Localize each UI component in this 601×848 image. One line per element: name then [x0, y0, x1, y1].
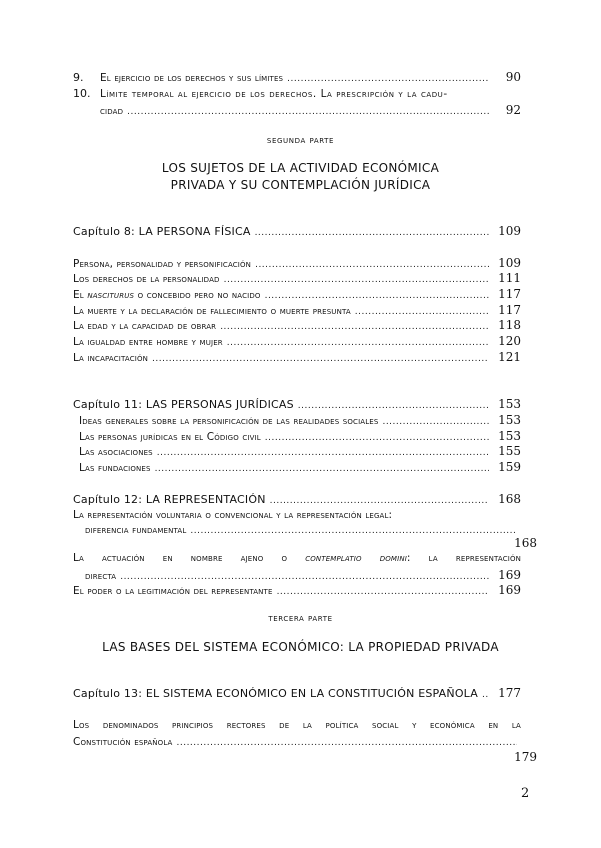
entry-title: El poder o la legitimación del representante: [73, 585, 273, 597]
leader-dots: [355, 307, 489, 317]
toc-entry: [79, 460, 521, 474]
entry-page: 109: [498, 256, 521, 270]
chapter-title: Capítulo 13: EL SISTEMA ECONÓMICO EN LA CONSTITUCIÓN ESPAÑOLA: [73, 687, 478, 700]
entry-title-continued: directa: [85, 570, 117, 582]
leader-dots: [157, 448, 489, 458]
entry-page: 117: [498, 287, 521, 301]
entry-title: Persona, personalidad y personificación: [73, 258, 252, 270]
entry-page: 179: [514, 750, 537, 764]
toc-entry: [79, 444, 521, 458]
entry-title: La representación voluntaria o convencional y la representación legal:: [73, 509, 393, 521]
chapter-page: 153: [498, 397, 521, 411]
toc-entry: [79, 429, 521, 443]
entry-title-part: : la representación: [406, 552, 521, 564]
chapter-page: 177: [498, 686, 521, 700]
entry-title-part: La actuación en nombre ajeno o: [73, 552, 306, 564]
part-title: PRIVADA Y SU CONTEMPLACIÓN JURÍDICA: [170, 178, 431, 192]
toc-entry-continuation: [100, 103, 521, 117]
toc-entry: Los denominados principios rectores de la política social y económica en la: [73, 719, 521, 731]
entry-page: 90: [505, 70, 521, 84]
toc-entry: [73, 271, 521, 285]
entry-title: La muerte y la declaración de fallecimiento o muerte presunta: [73, 305, 351, 317]
toc-entry: [73, 70, 521, 84]
leader-dots: [120, 572, 489, 582]
chapter-page: 168: [498, 492, 521, 506]
entry-page: 153: [498, 429, 521, 443]
entry-title-continued: Constitución española: [73, 736, 173, 748]
toc-entry: [73, 256, 521, 270]
entry-title: La incapacitación: [73, 352, 148, 364]
entry-page: 159: [498, 460, 521, 474]
leader-dots: [382, 417, 489, 427]
entry-title: La igualdad entre hombre y mujer: [73, 336, 223, 348]
toc-entry: [73, 583, 521, 597]
entry-page: 153: [498, 413, 521, 427]
leader-dots: [224, 275, 489, 285]
entry-title: Ideas generales sobre la personificación de las realidades sociales: [79, 415, 379, 427]
chapter-page: 109: [498, 224, 521, 238]
leader-dots: [277, 587, 489, 597]
toc-entry: [73, 287, 521, 301]
part-label: tercera parte: [268, 613, 333, 624]
entry-title: Las personas jurídicas en el Código civil: [79, 431, 261, 443]
entry-title: Los derechos de la personalidad: [73, 273, 220, 285]
leader-dots: [152, 354, 489, 364]
entry-page: 155: [498, 444, 521, 458]
leader-dots: [482, 690, 489, 700]
entry-page: 92: [505, 103, 521, 117]
leader-dots: [127, 107, 489, 117]
entry-page: 121: [498, 350, 521, 364]
chapter-title: Capítulo 8: LA PERSONA FÍSICA: [73, 225, 251, 238]
chapter-heading: [73, 686, 521, 700]
entry-page: 120: [498, 334, 521, 348]
chapter-title: Capítulo 11: LAS PERSONAS JURÍDICAS: [73, 398, 294, 411]
entry-page: 111: [498, 271, 521, 285]
leader-dots: [287, 74, 489, 84]
toc-entry: [73, 334, 521, 348]
entry-title-continued: diferencia fundamental: [85, 524, 187, 536]
chapter-heading: [73, 492, 521, 506]
entry-page: 117: [498, 303, 521, 317]
entry-page: 168: [514, 536, 537, 550]
toc-entry-continuation: [73, 734, 521, 748]
entry-title: Límite temporal al ejercicio de los derechos. La prescripción y la cadu-: [100, 88, 448, 100]
entry-title: Las asociaciones: [79, 446, 153, 458]
page-number: 2: [521, 786, 530, 801]
toc-entry-continuation: [85, 568, 521, 582]
leader-dots: [265, 291, 489, 301]
leader-dots: [227, 338, 489, 348]
chapter-heading: [73, 397, 521, 411]
leader-dots: [265, 433, 489, 443]
toc-entry: [73, 318, 521, 332]
leader-dots: [190, 526, 517, 536]
entry-page: 169: [498, 583, 521, 597]
part-label: segunda parte: [266, 135, 335, 146]
entry-title-emphasis: nasciturus: [87, 289, 135, 301]
toc-entry-continuation: [85, 522, 521, 536]
toc-entry: [73, 303, 521, 317]
entry-title-emphasis: contemplatio domini: [305, 552, 407, 564]
entry-title-continued: cidad: [100, 105, 124, 117]
toc-entry: [73, 86, 521, 100]
leader-dots: [155, 464, 489, 474]
toc-entry: [79, 413, 521, 427]
chapter-title: Capítulo 12: LA REPRESENTACIÓN: [73, 493, 266, 506]
entry-page: 118: [498, 318, 521, 332]
entry-title: El ejercicio de los derechos y sus límites: [100, 72, 284, 84]
leader-dots: [220, 322, 489, 332]
chapter-heading: [73, 224, 521, 238]
entry-title: La edad y la capacidad de obrar: [73, 320, 217, 332]
leader-dots: [176, 738, 517, 748]
entry-page: 169: [498, 568, 521, 582]
entry-title: [73, 289, 261, 301]
entry-title-part: El: [73, 289, 88, 301]
entry-title-part: o concebido pero no nacido: [134, 289, 261, 301]
toc-entry: [73, 350, 521, 364]
part-title: LAS BASES DEL SISTEMA ECONÓMICO: LA PROPIEDAD PRIVADA: [102, 640, 499, 654]
leader-dots: [255, 228, 489, 238]
toc-entry: [73, 552, 521, 564]
entry-number: 10.: [73, 87, 91, 100]
leader-dots: [298, 401, 489, 411]
leader-dots: [270, 496, 489, 506]
entry-number: 9.: [73, 71, 84, 84]
part-title: LOS SUJETOS DE LA ACTIVIDAD ECONÓMICA: [161, 161, 440, 175]
leader-dots: [255, 260, 489, 270]
entry-title: Las fundaciones: [79, 462, 151, 474]
toc-entry: [73, 507, 521, 521]
